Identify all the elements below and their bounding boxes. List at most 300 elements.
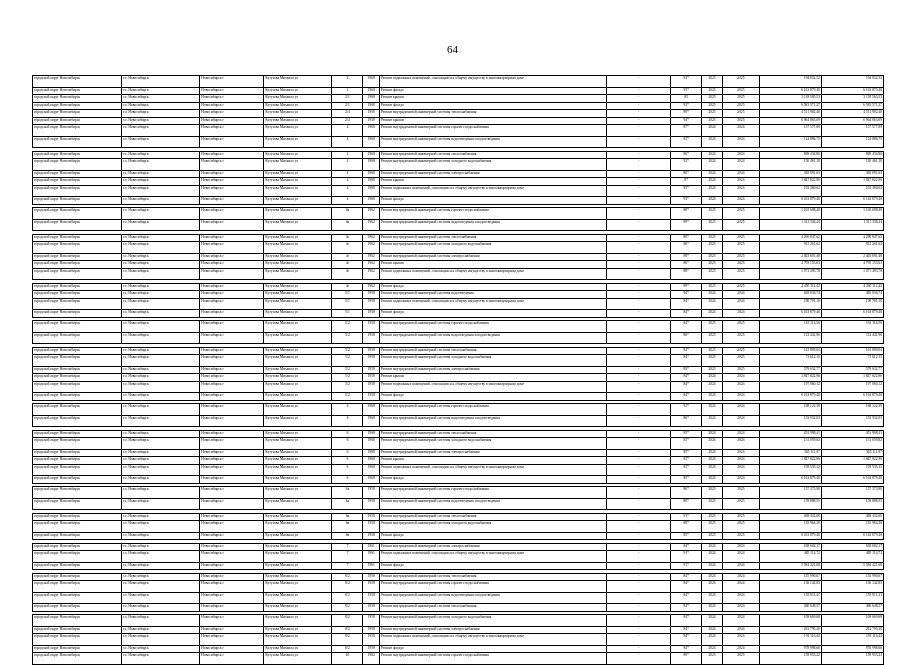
cost-cell: 579 632,77 <box>759 366 821 374</box>
work-type-cell: Ремонт фасада <box>379 645 606 653</box>
cost-cell: 469 432,60 <box>759 513 821 521</box>
district-cell: г.о. Новосибирск <box>121 310 199 318</box>
year-start-cell: 2025 <box>702 261 723 269</box>
municipality-cell: городской округ Новосибирск <box>33 381 122 393</box>
municipality-cell: городской округ Новосибирск <box>33 604 122 612</box>
table-row <box>33 178 884 186</box>
cost-cell: 485 114,72 <box>759 551 821 563</box>
work-type-cell: Ремонт крыши <box>379 117 606 125</box>
district-cell: г.о. Новосибирск <box>121 381 199 393</box>
cost-cell: 6 964 863,69 <box>759 117 821 125</box>
district-cell: г.о. Новосибирск <box>121 197 199 205</box>
street-cell: Кутузова Михаила ул <box>264 513 332 521</box>
total-cost-cell: 168 122,39 <box>821 404 883 416</box>
district-cell: г.о. Новосибирск <box>121 615 199 627</box>
table-row <box>33 374 884 382</box>
wear-percent-cell: 84* <box>671 592 702 604</box>
house-number-cell: 2/1 <box>332 95 363 103</box>
table-row <box>33 464 884 476</box>
street-cell: Кутузова Михаила ул <box>264 159 332 171</box>
table-row <box>33 242 884 254</box>
house-number-cell: 8/2 <box>332 634 363 646</box>
house-number-cell: 4 <box>332 125 363 137</box>
work-type-cell: Ремонт внутридомовой инженерной системы водоотведения и водоотведения <box>379 498 606 510</box>
municipality-cell: городской округ Новосибирск <box>33 159 122 171</box>
year-start-cell: 2024 <box>702 430 723 438</box>
house-number-cell: 8/2 <box>332 615 363 627</box>
work-type-cell: Ремонт внутридомовой инженерной системы электроснабжения <box>379 366 606 374</box>
total-cost-cell: 579 632,77 <box>821 366 883 374</box>
house-number-cell: 5/2 <box>332 393 363 401</box>
street-cell: Кутузова Михаила ул <box>264 592 332 604</box>
year-end-cell: 2025 <box>722 242 759 254</box>
street-cell: Кутузова Михаила ул <box>264 253 332 261</box>
dash-cell: - <box>607 404 671 416</box>
dash-cell: - <box>607 117 671 125</box>
house-number-cell: 8/2 <box>332 573 363 581</box>
year-start-cell: 2024 <box>702 298 723 310</box>
work-type-cell: Ремонт фасада <box>379 393 606 401</box>
street-cell: Кутузова Михаила ул <box>264 374 332 382</box>
dash-cell: - <box>607 449 671 457</box>
year-start-cell: 2025 <box>702 234 723 242</box>
table-row <box>33 521 884 533</box>
cost-cell: 155 990,67 <box>759 573 821 581</box>
street-cell: Кутузова Михаила ул <box>264 653 332 665</box>
year-end-cell: 2025 <box>722 366 759 374</box>
district-cell: г.о. Новосибирск <box>121 125 199 137</box>
street-cell: Кутузова Михаила ул <box>264 521 332 533</box>
dash-cell: - <box>607 332 671 344</box>
street-cell: Кутузова Михаила ул <box>264 532 332 540</box>
district-cell: г.о. Новосибирск <box>121 438 199 450</box>
year-built-cell: 1958 <box>363 532 380 540</box>
municipality-cell: городской округ Новосибирск <box>33 310 122 318</box>
work-type-cell: Ремонт внутридомовой инженерной системы водоотведения и водоотведения <box>379 415 606 427</box>
cost-cell: 159 953,22 <box>759 653 821 665</box>
year-built-cell: 1968 <box>363 404 380 416</box>
dash-cell: - <box>607 283 671 291</box>
year-start-cell: 2024 <box>702 136 723 148</box>
cost-cell: 194 032,52 <box>759 76 821 88</box>
dash-cell: - <box>607 170 671 178</box>
dash-cell: - <box>607 178 671 186</box>
street-cell: Кутузова Михаила ул <box>264 234 332 242</box>
table-row <box>33 449 884 457</box>
year-end-cell: 2024 <box>722 573 759 581</box>
year-built-cell: 1962 <box>363 261 380 269</box>
dash-cell: - <box>607 415 671 427</box>
table-row <box>33 310 884 318</box>
locality-cell: Новосибирск г <box>200 170 264 178</box>
table-row <box>33 298 884 310</box>
total-cost-cell: 365 111,97 <box>821 449 883 457</box>
work-type-cell: Ремонт внутридомовой инженерной системы теплоснабжения <box>379 234 606 242</box>
year-start-cell: 2024 <box>702 449 723 457</box>
locality-cell: Новосибирск г <box>200 159 264 171</box>
total-cost-cell: 970 998,66 <box>821 645 883 653</box>
municipality-cell: городской округ Новосибирск <box>33 449 122 457</box>
work-type-cell: Ремонт внутридомовой инженерной системы водоотведения и водоотведения <box>379 332 606 344</box>
wear-percent-cell: 83* <box>671 136 702 148</box>
year-built-cell: 1968 <box>363 464 380 476</box>
house-number-cell: 4г <box>332 283 363 291</box>
dash-cell: - <box>607 268 671 280</box>
locality-cell: Новосибирск г <box>200 185 264 197</box>
work-type-cell: Ремонт фасада <box>379 87 606 95</box>
year-end-cell: 2025 <box>722 234 759 242</box>
locality-cell: Новосибирск г <box>200 76 264 88</box>
dash-cell: - <box>607 653 671 665</box>
table-row <box>33 366 884 374</box>
cost-cell: 136 142,83 <box>759 581 821 593</box>
cost-cell: 124 886,75 <box>759 136 821 148</box>
dash-cell: - <box>607 604 671 612</box>
cost-cell: 6 163 879,40 <box>759 197 821 205</box>
municipality-cell: городской округ Новосибирск <box>33 268 122 280</box>
district-cell: г.о. Новосибирск <box>121 487 199 499</box>
district-cell: г.о. Новосибирск <box>121 117 199 125</box>
table-row <box>33 321 884 333</box>
work-type-cell: Ремонт подвальных помещений, относящихся к общему имуществу в многоквартирном доме <box>379 268 606 280</box>
municipality-cell: городской округ Новосибирск <box>33 87 122 95</box>
house-number-cell: 6 <box>332 404 363 416</box>
year-built-cell: 1958 <box>363 110 380 118</box>
house-number-cell: 2/4 <box>332 110 363 118</box>
cost-cell: 638 602,17 <box>759 543 821 551</box>
total-cost-cell: 159 953,22 <box>821 653 883 665</box>
total-cost-cell: 6 163 879,40 <box>821 532 883 540</box>
total-cost-cell: 6 163 879,40 <box>821 393 883 401</box>
total-cost-cell: 6 163 879,40 <box>821 310 883 318</box>
street-cell: Кутузова Михаила ул <box>264 125 332 137</box>
house-number-cell: 4 <box>332 170 363 178</box>
dash-cell: - <box>607 581 671 593</box>
work-type-cell: Ремонт подвальных помещений, относящихся к общему имуществу в многоквартирном доме <box>379 76 606 88</box>
dash-cell: - <box>607 551 671 563</box>
year-end-cell: 2024 <box>722 615 759 627</box>
dash-cell: - <box>607 234 671 242</box>
street-cell: Кутузова Михаила ул <box>264 438 332 450</box>
year-built-cell: 1968 <box>363 102 380 110</box>
dash-cell: - <box>607 208 671 220</box>
locality-cell: Новосибирск г <box>200 551 264 563</box>
table-row <box>33 102 884 110</box>
table-row <box>33 581 884 593</box>
year-built-cell: 1958 <box>363 374 380 382</box>
work-type-cell: Ремонт фасада <box>379 532 606 540</box>
year-end-cell: 2024 <box>722 151 759 159</box>
cost-cell: 1 311 336,24 <box>759 219 821 231</box>
year-end-cell: 2025 <box>722 513 759 521</box>
year-built-cell: 1958 <box>363 298 380 310</box>
table-row <box>33 404 884 416</box>
cost-cell: 4 450 112,42 <box>759 283 821 291</box>
dash-cell: - <box>607 95 671 103</box>
dash-cell: - <box>607 261 671 269</box>
cost-cell: 6 163 879,40 <box>759 393 821 401</box>
table-row <box>33 393 884 401</box>
total-cost-cell: 1 165 698,40 <box>821 208 883 220</box>
district-cell: г.о. Новосибирск <box>121 208 199 220</box>
wear-percent-cell: 83* <box>671 438 702 450</box>
house-number-cell: 5/2 <box>332 355 363 367</box>
locality-cell: Новосибирск г <box>200 438 264 450</box>
year-built-cell: 1958 <box>363 366 380 374</box>
year-end-cell: 2025 <box>722 102 759 110</box>
district-cell: г.о. Новосибирск <box>121 298 199 310</box>
locality-cell: Новосибирск г <box>200 393 264 401</box>
locality-cell: Новосибирск г <box>200 487 264 499</box>
wear-percent-cell: 84* <box>671 626 702 634</box>
house-number-cell: 2 <box>332 76 363 88</box>
cost-cell: 5 584 421,68 <box>759 562 821 570</box>
street-cell: Кутузова Михаила ул <box>264 415 332 427</box>
work-type-cell: Ремонт внутридомовой инженерной системы холодного водоснабжения <box>379 159 606 171</box>
house-number-cell: 4 <box>332 159 363 171</box>
dash-cell: - <box>607 476 671 484</box>
street-cell: Кутузова Михаила ул <box>264 476 332 484</box>
cost-cell: 3 118 565,53 <box>759 95 821 103</box>
work-type-cell: Ремонт внутридомовой инженерной системы теплоснабжения <box>379 604 606 612</box>
house-number-cell: 8/2 <box>332 626 363 634</box>
year-built-cell: 1958 <box>363 487 380 499</box>
wear-percent-cell: 92* <box>671 404 702 416</box>
year-start-cell: 2024 <box>702 415 723 427</box>
year-start-cell: 2024 <box>702 197 723 205</box>
year-built-cell: 1962 <box>363 219 380 231</box>
total-cost-cell: 194 032,52 <box>821 76 883 88</box>
locality-cell: Новосибирск г <box>200 253 264 261</box>
year-start-cell: 2025 <box>702 102 723 110</box>
municipality-cell: городской округ Новосибирск <box>33 476 122 484</box>
district-cell: г.о. Новосибирск <box>121 95 199 103</box>
street-cell: Кутузова Михаила ул <box>264 457 332 465</box>
house-number-cell: 4в <box>332 219 363 231</box>
dash-cell: - <box>607 592 671 604</box>
locality-cell: Новосибирск г <box>200 234 264 242</box>
year-end-cell: 2025 <box>722 95 759 103</box>
municipality-cell: городской округ Новосибирск <box>33 234 122 242</box>
wear-percent-cell: 86* <box>671 487 702 499</box>
cost-cell: 6 163 879,40 <box>759 87 821 95</box>
wear-percent-cell: 84* <box>671 604 702 612</box>
work-type-cell: Ремонт крыши <box>379 95 606 103</box>
year-end-cell: 2025 <box>722 76 759 88</box>
year-end-cell: 2025 <box>722 208 759 220</box>
wear-percent-cell: 88* <box>671 208 702 220</box>
house-number-cell: 6в <box>332 521 363 533</box>
dash-cell: - <box>607 253 671 261</box>
district-cell: г.о. Новосибирск <box>121 332 199 344</box>
wear-percent-cell: 84* <box>671 310 702 318</box>
year-start-cell: 2025 <box>702 366 723 374</box>
dash-cell: - <box>607 532 671 540</box>
work-type-cell: Ремонт фасада <box>379 283 606 291</box>
district-cell: г.о. Новосибирск <box>121 415 199 427</box>
table-row <box>33 381 884 393</box>
wear-percent-cell: 86* <box>671 151 702 159</box>
street-cell: Кутузова Михаила ул <box>264 283 332 291</box>
cost-cell: 157 373,90 <box>759 487 821 499</box>
house-number-cell: 5/2 <box>332 374 363 382</box>
work-type-cell: Ремонт внутридомовой инженерной системы теплоснабжения <box>379 151 606 159</box>
work-type-cell: Ремонт крыши <box>379 374 606 382</box>
work-type-cell: Ремонт внутридомовой инженерной системы электроснабжения <box>379 253 606 261</box>
wear-percent-cell: 83* <box>671 457 702 465</box>
district-cell: г.о. Новосибирск <box>121 532 199 540</box>
year-built-cell: 1958 <box>363 321 380 333</box>
wear-percent-cell: 87* <box>671 125 702 137</box>
year-start-cell: 2024 <box>702 645 723 653</box>
table-row <box>33 645 884 653</box>
cost-cell: 161 114,56 <box>759 321 821 333</box>
street-cell: Кутузова Михаила ул <box>264 136 332 148</box>
district-cell: г.о. Новосибирск <box>121 464 199 476</box>
cost-cell: 195 535,12 <box>759 464 821 476</box>
year-built-cell: 1958 <box>363 498 380 510</box>
year-end-cell: 2025 <box>722 117 759 125</box>
cost-cell: 155 911,41 <box>759 592 821 604</box>
cost-cell: 6 163 879,40 <box>759 532 821 540</box>
municipality-cell: городской округ Новосибирск <box>33 178 122 186</box>
municipality-cell: городской округ Новосибирск <box>33 592 122 604</box>
district-cell: г.о. Новосибирск <box>121 626 199 634</box>
table-row <box>33 95 884 103</box>
year-end-cell: 2024 <box>722 197 759 205</box>
year-start-cell: 2024 <box>702 604 723 612</box>
house-number-cell: 4г <box>332 261 363 269</box>
locality-cell: Новосибирск г <box>200 498 264 510</box>
total-cost-cell: 157 577,89 <box>821 125 883 137</box>
table-row <box>33 76 884 88</box>
year-built-cell: 1958 <box>363 573 380 581</box>
work-type-cell: Ремонт внутридомовой инженерной системы горячего водоснабжения <box>379 321 606 333</box>
district-cell: г.о. Новосибирск <box>121 498 199 510</box>
district-cell: г.о. Новосибирск <box>121 374 199 382</box>
year-end-cell: 2024 <box>722 291 759 299</box>
district-cell: г.о. Новосибирск <box>121 87 199 95</box>
table-row <box>33 283 884 291</box>
work-type-cell: Ремонт внутридомовой инженерной системы холодного водоснабжения <box>379 242 606 254</box>
locality-cell: Новосибирск г <box>200 521 264 533</box>
work-type-cell: Ремонт внутридомовой инженерной системы электроснабжения <box>379 170 606 178</box>
municipality-cell: городской округ Новосибирск <box>33 291 122 299</box>
year-end-cell: 2024 <box>722 543 759 551</box>
register-table-body <box>33 76 884 665</box>
house-number-cell: 6 <box>332 464 363 476</box>
year-built-cell: 1962 <box>363 208 380 220</box>
year-built-cell: 1968 <box>363 457 380 465</box>
district-cell: г.о. Новосибирск <box>121 219 199 231</box>
work-type-cell: Ремонт крыши <box>379 178 606 186</box>
district-cell: г.о. Новосибирск <box>121 136 199 148</box>
table-row <box>33 125 884 137</box>
cost-cell: 6 163 879,40 <box>759 476 821 484</box>
cost-cell: 869 434,86 <box>759 151 821 159</box>
wear-percent-cell: 86* <box>671 332 702 344</box>
year-end-cell: 2025 <box>722 110 759 118</box>
cost-cell: 451 998,41 <box>759 430 821 438</box>
year-end-cell: 2024 <box>722 581 759 593</box>
street-cell: Кутузова Михаила ул <box>264 151 332 159</box>
locality-cell: Новосибирск г <box>200 283 264 291</box>
street-cell: Кутузова Михаила ул <box>264 261 332 269</box>
year-start-cell: 2024 <box>702 170 723 178</box>
year-end-cell: 2024 <box>722 645 759 653</box>
wear-percent-cell: 84* <box>671 615 702 627</box>
year-end-cell: 2024 <box>722 449 759 457</box>
district-cell: г.о. Новосибирск <box>121 261 199 269</box>
wear-percent-cell: 89* <box>671 253 702 261</box>
year-built-cell: 1968 <box>363 476 380 484</box>
house-number-cell: 8/2 <box>332 581 363 593</box>
house-number-cell: 6 <box>332 438 363 450</box>
dash-cell: - <box>607 242 671 254</box>
table-row <box>33 151 884 159</box>
cost-cell: 1 165 698,40 <box>759 208 821 220</box>
municipality-cell: городской округ Новосибирск <box>33 151 122 159</box>
total-cost-cell: 191 116,42 <box>821 634 883 646</box>
municipality-cell: городской округ Новосибирск <box>33 366 122 374</box>
cost-cell: 261 795,20 <box>759 626 821 634</box>
dash-cell: - <box>607 393 671 401</box>
locality-cell: Новосибирск г <box>200 355 264 367</box>
wear-percent-cell: 84* <box>671 634 702 646</box>
year-start-cell: 2025 <box>702 332 723 344</box>
total-cost-cell: 136 142,83 <box>821 581 883 593</box>
wear-percent-cell: 89* <box>671 283 702 291</box>
total-cost-cell: 135 964,30 <box>821 521 883 533</box>
year-end-cell: 2024 <box>722 298 759 310</box>
municipality-cell: городской округ Новосибирск <box>33 95 122 103</box>
locality-cell: Новосибирск г <box>200 298 264 310</box>
total-cost-cell: 6 163 879,40 <box>821 87 883 95</box>
house-number-cell: 4 <box>332 178 363 186</box>
locality-cell: Новосибирск г <box>200 415 264 427</box>
cost-cell: 1 847 822,96 <box>759 178 821 186</box>
year-end-cell: 2025 <box>722 355 759 367</box>
year-start-cell: 2024 <box>702 125 723 137</box>
locality-cell: Новосибирск г <box>200 125 264 137</box>
work-type-cell: Ремонт внутридомовой инженерной системы теплоснабжения <box>379 430 606 438</box>
cost-cell: 190 701,10 <box>759 298 821 310</box>
total-cost-cell: 469 432,60 <box>821 513 883 521</box>
municipality-cell: городской округ Новосибирск <box>33 645 122 653</box>
municipality-cell: городской округ Новосибирск <box>33 283 122 291</box>
year-start-cell: 2025 <box>702 283 723 291</box>
year-end-cell: 2024 <box>722 170 759 178</box>
year-built-cell: 1962 <box>363 234 380 242</box>
total-cost-cell: 6 583 571,27 <box>821 102 883 110</box>
year-built-cell: 1968 <box>363 438 380 450</box>
total-cost-cell: 71 612,15 <box>821 355 883 367</box>
cost-cell: 1 847 822,96 <box>759 457 821 465</box>
house-number-cell: 4 <box>332 151 363 159</box>
locality-cell: Новосибирск г <box>200 430 264 438</box>
locality-cell: Новосибирск г <box>200 464 264 476</box>
municipality-cell: городской округ Новосибирск <box>33 298 122 310</box>
street-cell: Кутузова Михаила ул <box>264 381 332 393</box>
table-row <box>33 634 884 646</box>
locality-cell: Новосибирск г <box>200 513 264 521</box>
cost-cell: 2 403 691,48 <box>759 253 821 261</box>
year-start-cell: 2024 <box>702 615 723 627</box>
street-cell: Кутузова Михаила ул <box>264 604 332 612</box>
cost-cell: 131 059,82 <box>759 438 821 450</box>
cost-cell: 130 461,10 <box>759 159 821 171</box>
work-type-cell: Ремонт внутридомовой инженерной системы горячего водоснабжения <box>379 404 606 416</box>
